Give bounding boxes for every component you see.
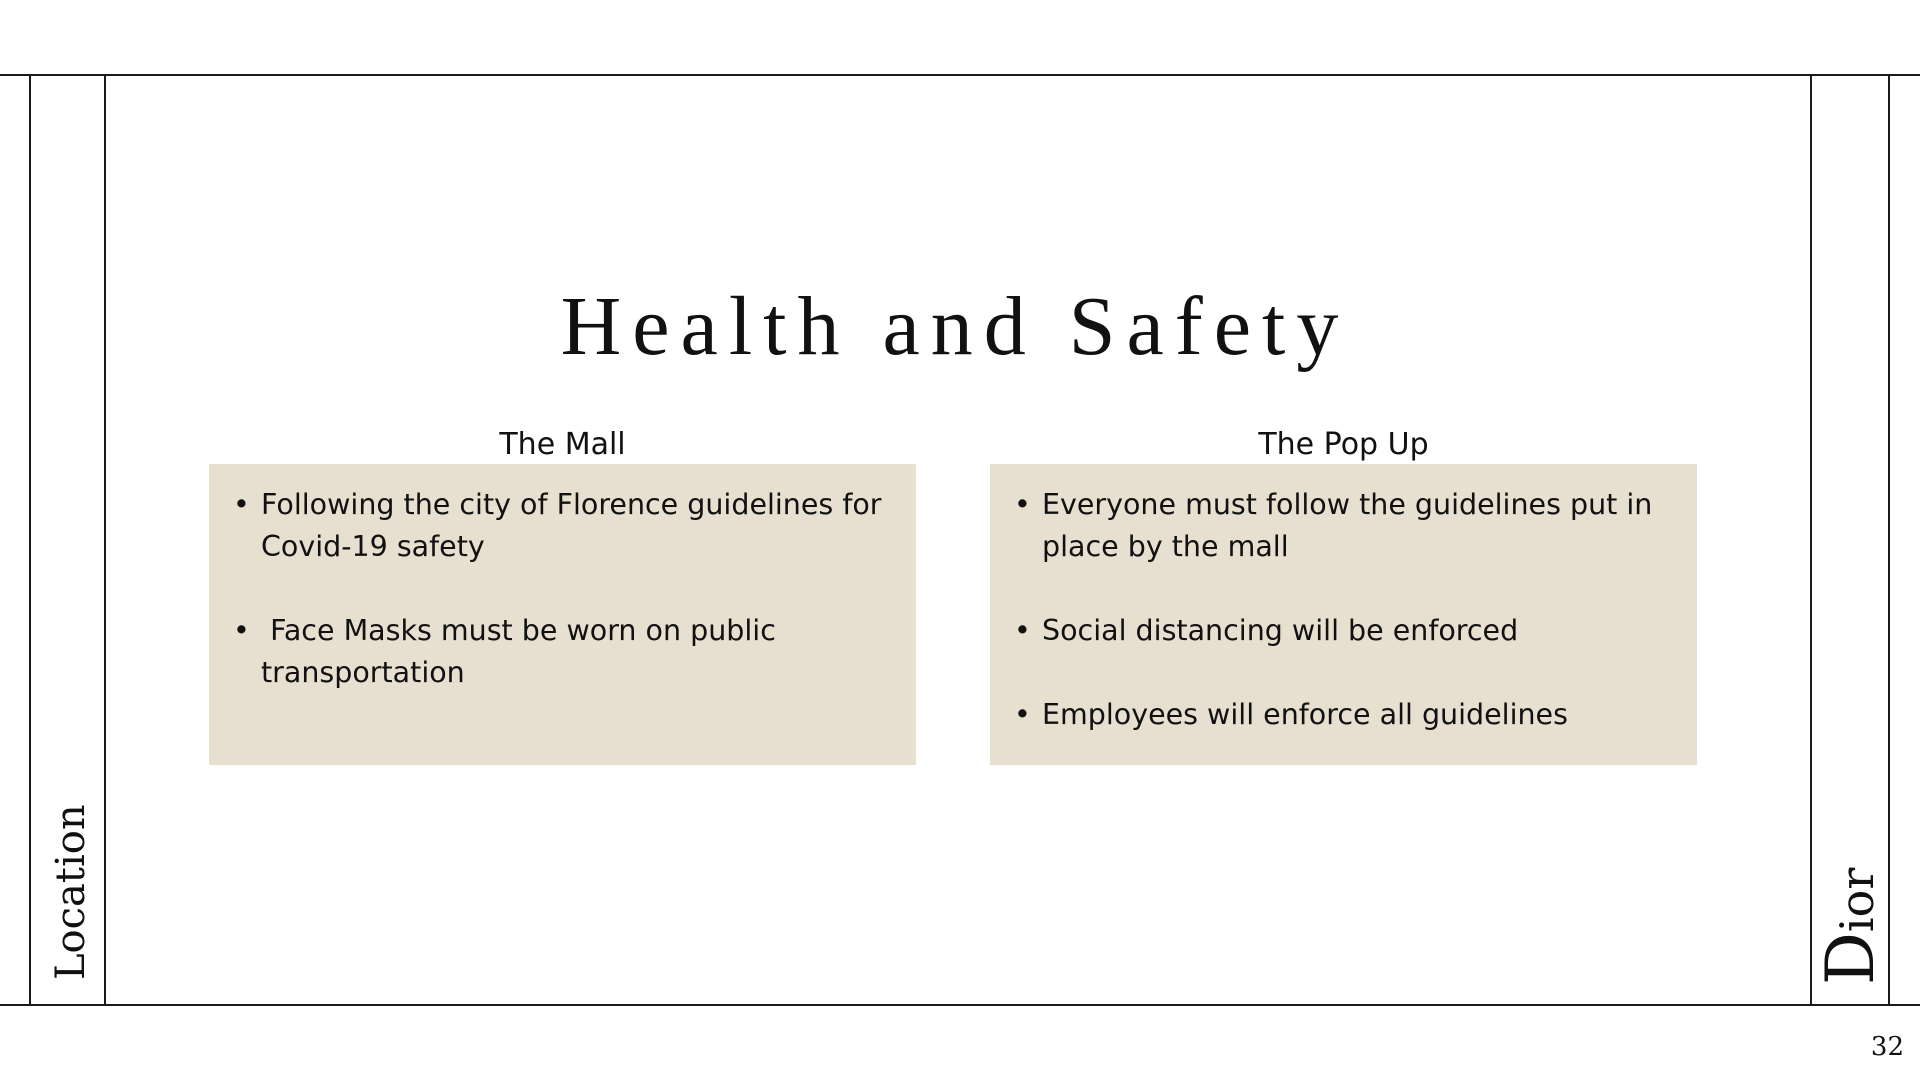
popup-bullet-list: [1014, 484, 1667, 736]
brand-logo-initial: D: [1812, 932, 1889, 985]
section-label: Location: [48, 804, 94, 980]
popup-box: [990, 464, 1697, 765]
bottom-rule: [0, 1004, 1920, 1006]
list-item-text: Employees will enforce all guidelines: [1042, 698, 1568, 731]
brand-logo-rest: ior: [1830, 867, 1884, 933]
list-item-text: Following the city of Florence guidelines for Covid-19 safety: [261, 488, 882, 563]
bullet-icon: •: [233, 488, 250, 521]
list-item: [1014, 610, 1667, 652]
left-inner-rule: [104, 74, 106, 1005]
mall-box: [209, 464, 916, 765]
mall-bullet-list: [233, 484, 886, 694]
list-item: [233, 610, 886, 694]
column-heading-popup: The Pop Up: [1258, 427, 1429, 462]
right-inner-rule: [1810, 74, 1812, 1005]
list-item-text: Everyone must follow the guidelines put in place by the mall: [1042, 488, 1653, 563]
list-item: [233, 484, 886, 568]
bullet-icon: •: [1014, 614, 1031, 647]
bullet-icon: •: [233, 614, 250, 647]
slide-title: Health and Safety: [560, 280, 1350, 373]
list-item-text: Social distancing will be enforced: [1042, 614, 1519, 647]
list-item: [1014, 484, 1667, 568]
left-outer-rule: [29, 74, 31, 1005]
column-heading-mall: The Mall: [499, 427, 626, 462]
list-item-text: Face Masks must be worn on public transportation: [261, 614, 785, 689]
brand-logo: [1812, 867, 1889, 985]
top-rule: [0, 74, 1920, 76]
list-item: [1014, 694, 1667, 736]
page-number: 32: [1870, 1032, 1904, 1062]
bullet-icon: •: [1014, 488, 1031, 521]
bullet-icon: •: [1014, 698, 1031, 731]
right-outer-rule: [1888, 74, 1890, 1005]
